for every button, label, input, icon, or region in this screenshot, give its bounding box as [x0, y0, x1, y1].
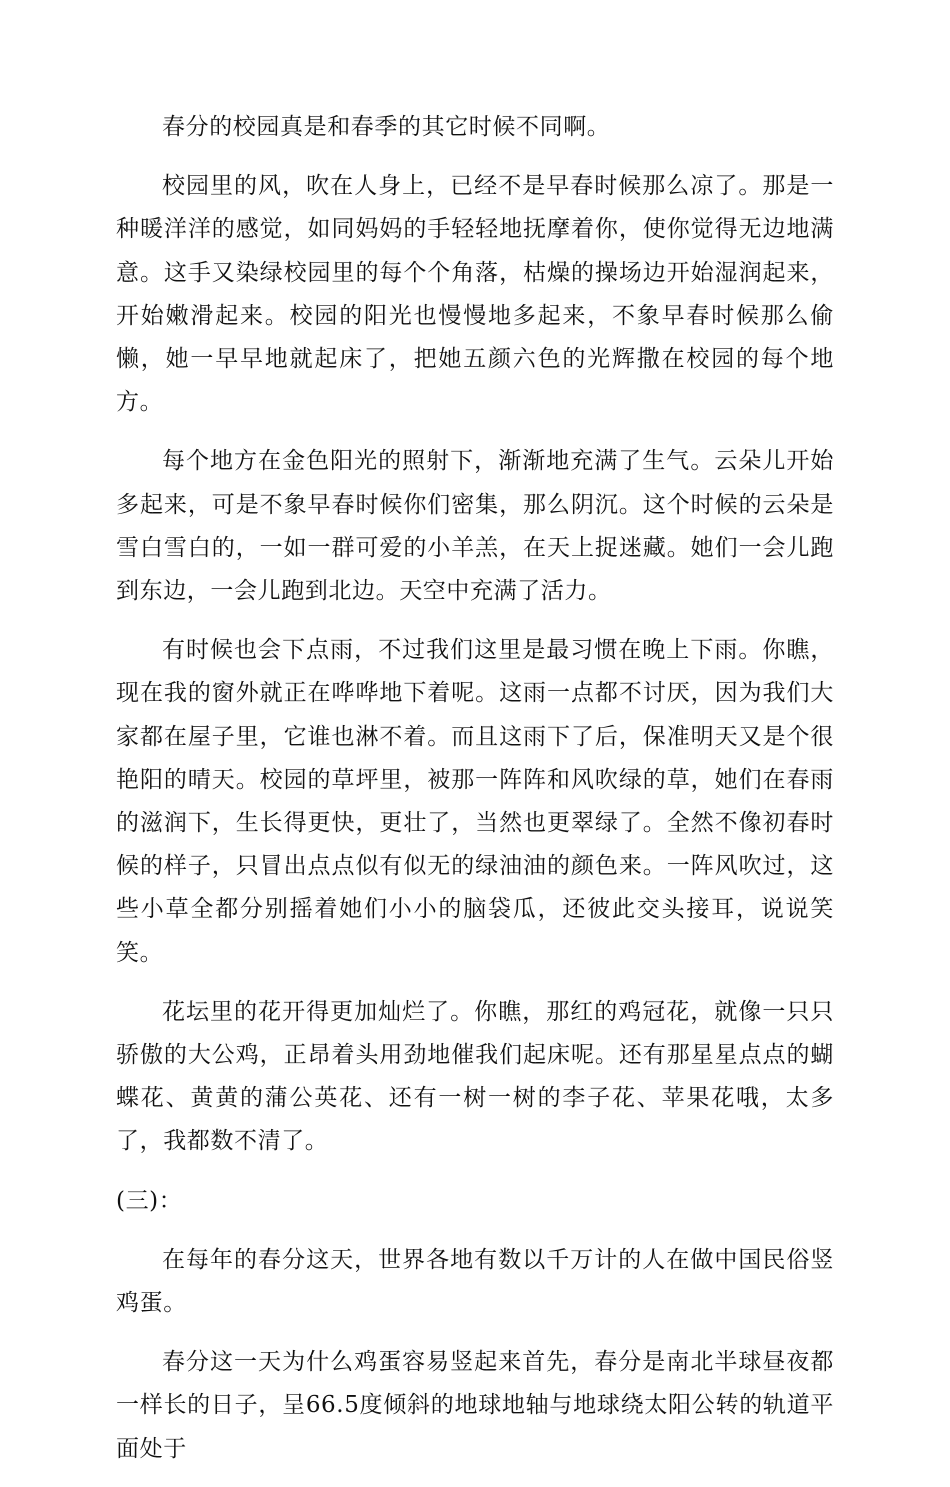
- paragraph: 在每年的春分这天，世界各地有数以千万计的人在做中国民俗竖鸡蛋。: [116, 1246, 834, 1317]
- paragraph: 春分这一天为什么鸡蛋容易竖起来首先，春分是南北半球昼夜都一样长的日子，呈66.5度倾斜的地球地轴与地球绕太阳公转的轨道平面处于: [116, 1349, 834, 1462]
- document-body: [116, 106, 834, 1487]
- section-heading: (三)：: [116, 1187, 183, 1214]
- paragraph: 有时候也会下点雨，不过我们这里是最习惯在晚上下雨。你瞧，现在我的窗外就正在哗哗地下着呢。这雨一点都不讨厌，因为我们大家都在屋子里，它谁也淋不着。而且这雨下了后，保准明天又是个很艳阳的晴天。校园的草坪里，被那一阵阵和风吹绿的草，她们在春雨的滋润下，生长得更快，更壮了，当然也更翠绿了。全然不像初春时候的样子，只冒出点点似有似无的绿油油的颜色来。一阵风吹过，这些小草全都分别摇着她们小小的脑袋瓜，还彼此交头接耳，说说笑笑。: [116, 637, 834, 966]
- paragraph: 每个地方在金色阳光的照射下，渐渐地充满了生气。云朵儿开始多起来，可是不象早春时候你们密集，那么阴沉。这个时候的云朵是雪白雪白的，一如一群可爱的小羊羔，在天上捉迷藏。她们一会儿跑到东边，一会儿跑到北边。天空中充满了活力。: [116, 448, 834, 605]
- paragraph: 校园里的风，吹在人身上，已经不是早春时候那么凉了。那是一种暖洋洋的感觉，如同妈妈的手轻轻地抚摩着你，使你觉得无边地满意。这手又染绿校园里的每个个角落，枯燥的操场边开始湿润起来，开始嫩滑起来。校园的阳光也慢慢地多起来，不象早春时候那么偷懒，她一早早地就起床了，把她五颜六色的光辉撒在校园的每个地方。: [116, 173, 834, 416]
- paragraph: 花坛里的花开得更加灿烂了。你瞧，那红的鸡冠花，就像一只只骄傲的大公鸡，正昂着头用劲地催我们起床呢。还有那星星点点的蝴蝶花、黄黄的蒲公英花、还有一树一树的李子花、苹果花哦，太多了，我都数不清了。: [116, 998, 834, 1155]
- paragraph: 春分的校园真是和春季的其它时候不同啊。: [162, 114, 611, 140]
